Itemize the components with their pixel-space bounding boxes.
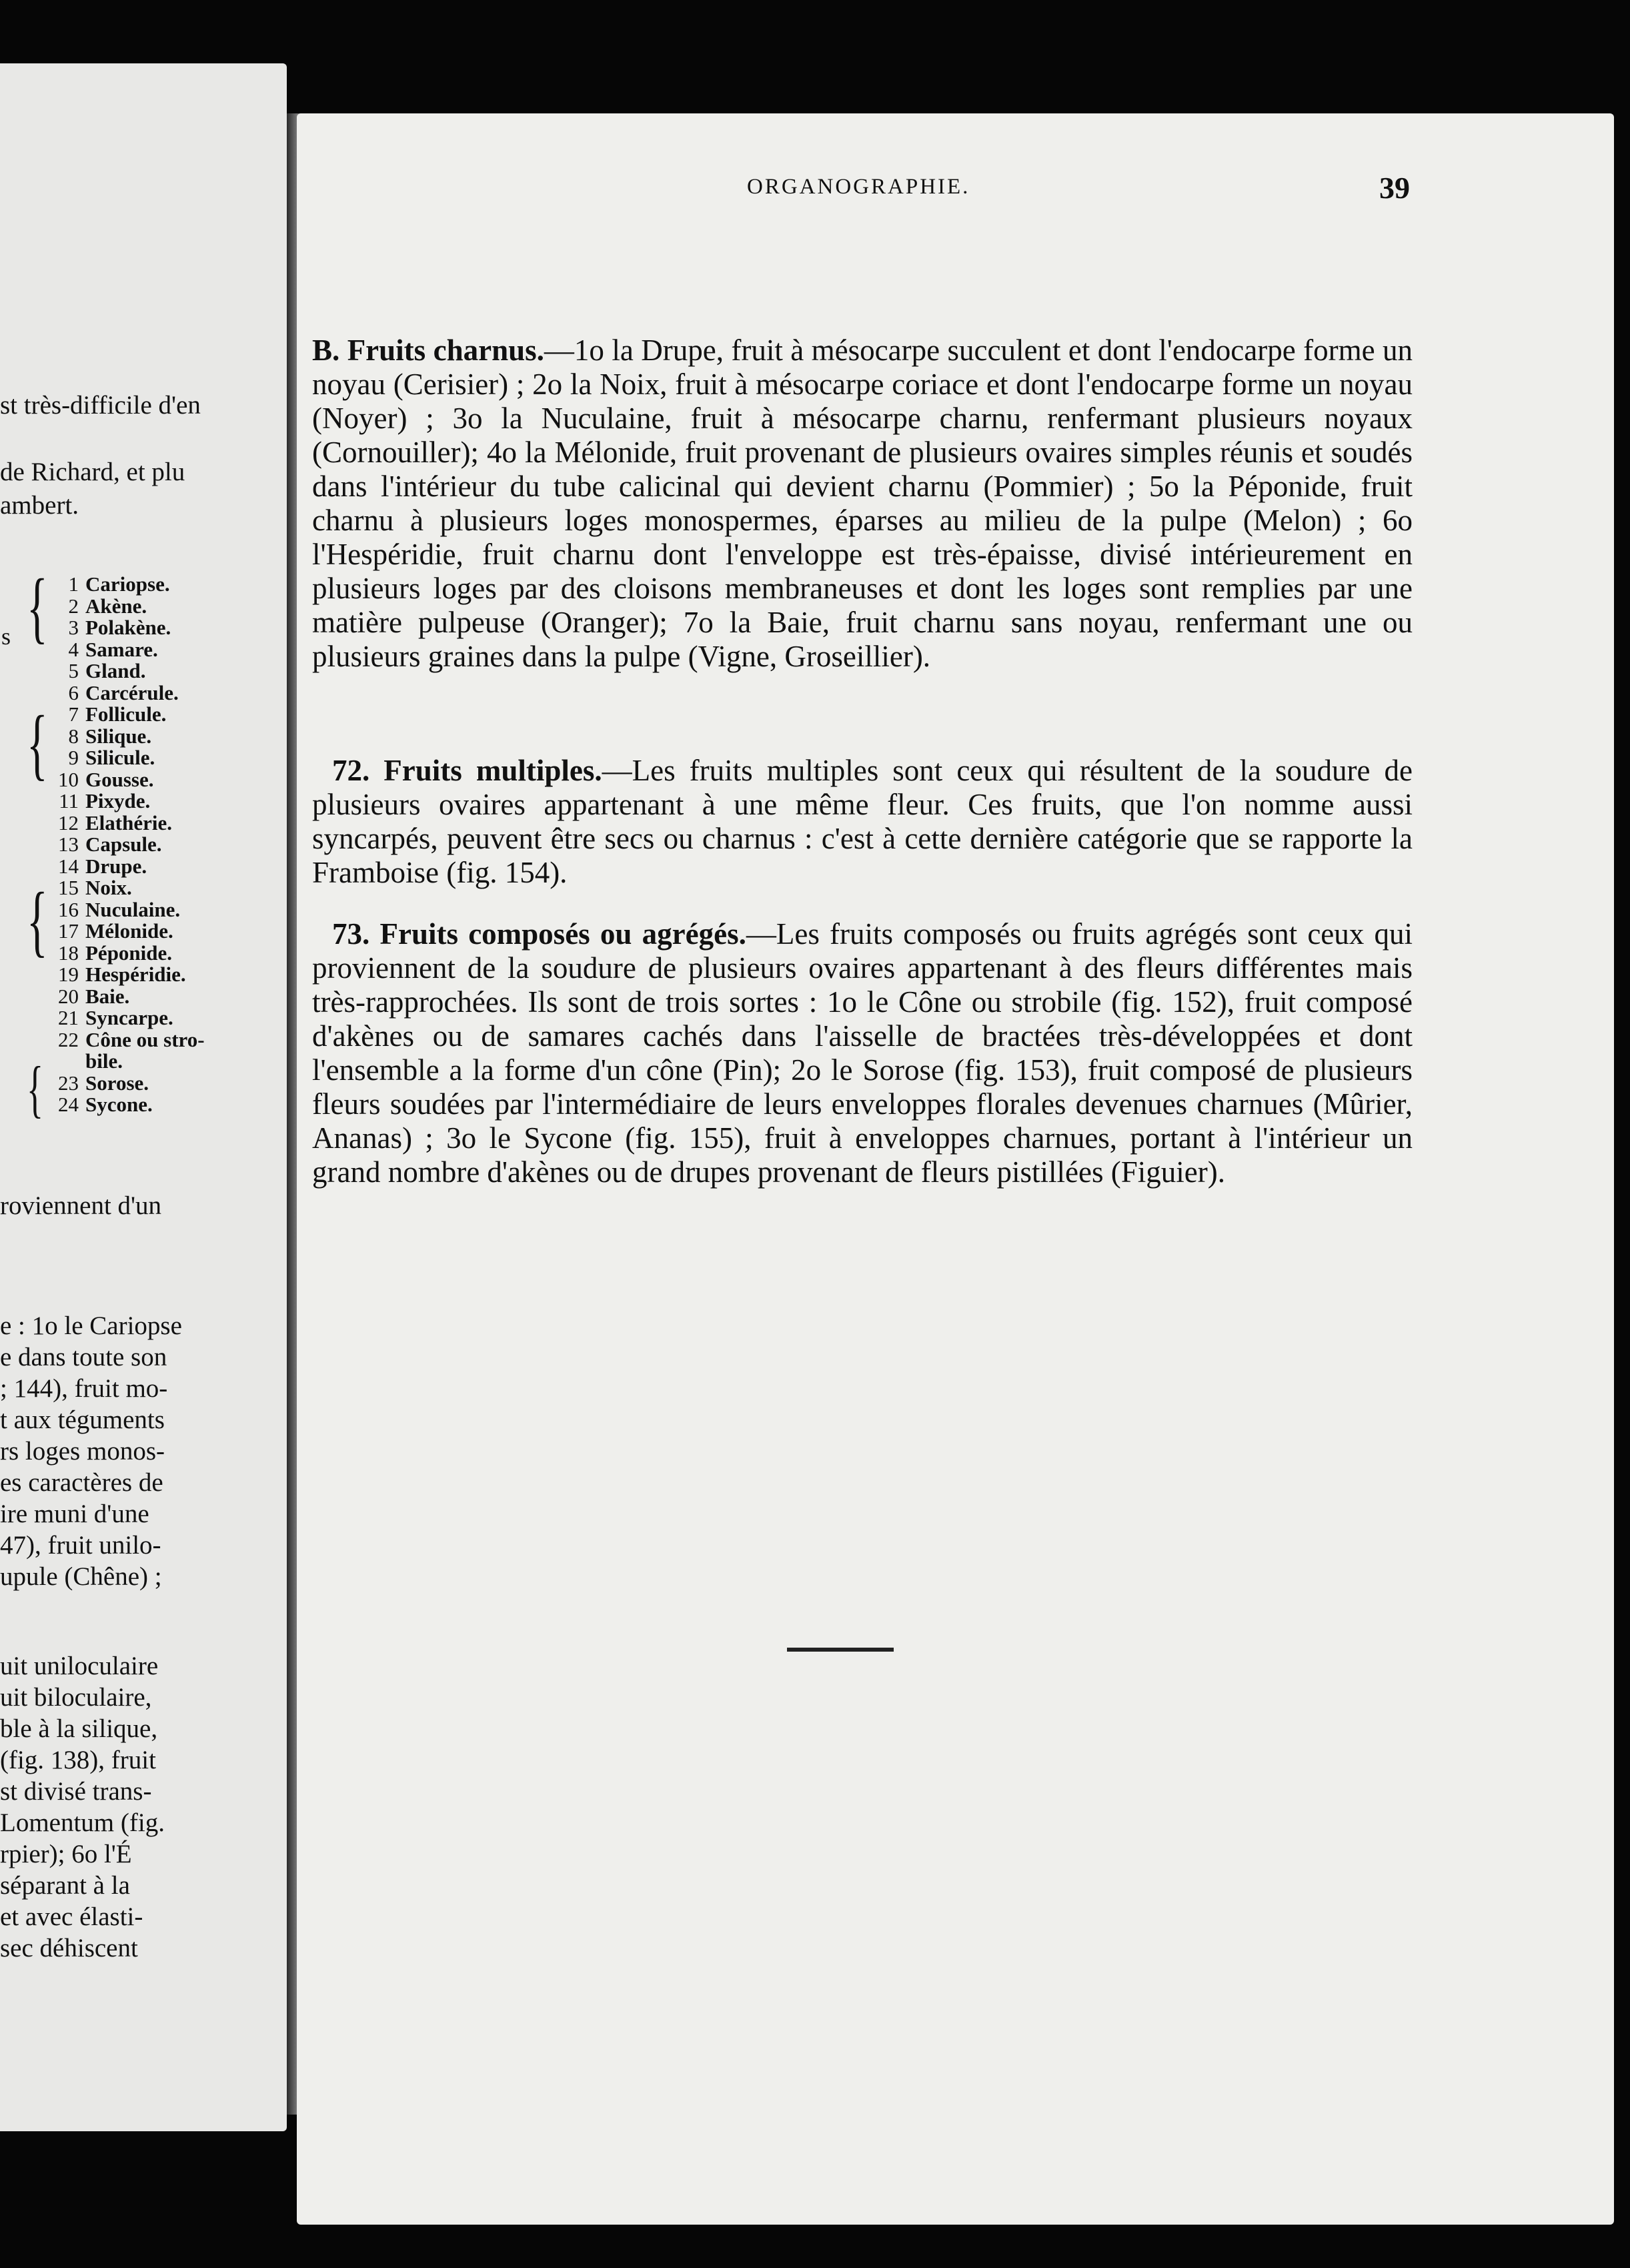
paragraph-fruits-charnus bbox=[312, 334, 1413, 674]
table-row-number: 14 bbox=[58, 854, 79, 878]
table-row-number: 3 bbox=[68, 616, 79, 639]
table-row bbox=[40, 964, 186, 985]
table-row-name: Akène. bbox=[85, 594, 147, 618]
table-row-name: Péponide. bbox=[85, 941, 173, 965]
table-row bbox=[40, 790, 150, 811]
paragraph-fruits-composes bbox=[312, 917, 1413, 1189]
table-row-name: Drupe. bbox=[85, 854, 147, 878]
page-number: 39 bbox=[1379, 171, 1410, 205]
table-row-number: 9 bbox=[68, 746, 79, 769]
left-fragment-line: ble à la silique, bbox=[0, 1714, 158, 1743]
table-row bbox=[40, 986, 129, 1007]
end-rule bbox=[787, 1648, 894, 1652]
table-row-name: Gland. bbox=[85, 659, 146, 682]
table-row-name: Follicule. bbox=[85, 702, 167, 726]
table-row-number: 24 bbox=[58, 1093, 79, 1116]
table-row-name: Baie. bbox=[85, 984, 130, 1008]
table-row-name: Elathérie. bbox=[85, 810, 172, 834]
table-row-name: Polakène. bbox=[85, 616, 171, 639]
table-row-name: Silicule. bbox=[85, 746, 155, 769]
table-row-number: 19 bbox=[58, 963, 79, 986]
table-row-number: 4 bbox=[68, 637, 79, 661]
table-row-number: 22 bbox=[58, 1027, 79, 1051]
paragraph-body: —Les fruits multiples sont ceux qui résultent de la soudure de plusieurs ovaires appartenant à une même fleur. Ces fruits, que l'on nomme aussi syncarpés, peuvent être secs ou charnus : c'est à cette dernière catégorie que se rapporte la Framboise (fig. 154). bbox=[312, 754, 1413, 889]
table-row-name: Hespéridie. bbox=[85, 963, 186, 986]
table-row bbox=[40, 877, 132, 898]
table-row-name: Samare. bbox=[85, 637, 158, 661]
left-fragment-line: et avec élasti- bbox=[0, 1902, 143, 1931]
table-row-number: 6 bbox=[68, 680, 79, 704]
table-row-number: 2 bbox=[68, 594, 79, 618]
table-row-number: 10 bbox=[58, 767, 79, 791]
table-row-name: Cariopse. bbox=[85, 572, 170, 596]
table-row-number: 15 bbox=[58, 876, 79, 899]
left-fragment-line: ambert. bbox=[0, 491, 79, 520]
paragraph-heading: 72. Fruits multiples. bbox=[332, 754, 602, 787]
table-row-name: Sycone. bbox=[85, 1093, 153, 1116]
table-row-name: Sorose. bbox=[85, 1071, 149, 1095]
table-row-number: 1 bbox=[68, 572, 79, 596]
left-fragment-line: roviennent d'un bbox=[0, 1191, 162, 1220]
table-row bbox=[40, 856, 147, 877]
left-fragment-line: es caractères de bbox=[0, 1468, 163, 1497]
left-fragment-line: e : 1o le Cariopse bbox=[0, 1311, 182, 1340]
running-head: ORGANOGRAPHIE. bbox=[747, 175, 970, 199]
left-fragment-line: de Richard, et plu bbox=[0, 458, 185, 486]
table-row bbox=[40, 1007, 173, 1028]
table-row bbox=[40, 682, 179, 703]
table-row-number: 12 bbox=[58, 810, 79, 834]
left-fragment-line: upule (Chêne) ; bbox=[0, 1562, 162, 1591]
table-side-letter: s bbox=[1, 623, 11, 650]
table-row-name: Silique. bbox=[85, 724, 152, 748]
table-row-name: Pixyde. bbox=[85, 789, 151, 812]
table-row bbox=[40, 596, 147, 616]
table-row bbox=[40, 574, 170, 594]
table-row-name: Cône ou stro- bbox=[85, 1027, 205, 1051]
table-row bbox=[40, 834, 162, 855]
table-row-number: 23 bbox=[58, 1071, 79, 1095]
left-fragment-line: sec déhiscent bbox=[0, 1934, 138, 1962]
table-row bbox=[40, 1029, 205, 1050]
table-row bbox=[40, 943, 172, 963]
left-fragment-line: st très-difficile d'en bbox=[0, 391, 201, 420]
left-fragment-line: uit uniloculaire bbox=[0, 1652, 159, 1680]
paragraph-heading: B. Fruits charnus. bbox=[312, 334, 544, 367]
left-fragment-line: uit biloculaire, bbox=[0, 1683, 152, 1712]
paragraph-body: —Les fruits composés ou fruits agrégés sont ceux qui proviennent de la soudure de plusieurs ovaires appartenant à des fleurs différentes mais très-rapprochées. Ils sont de trois sortes : 1o le Cône ou strobile (fig. 152), fruit composé d'akènes ou de samares cachés dans l'aisselle de bractées très-développées et dont l'ensemble a la forme d'un cône (Pin); 2o le Sorose (fig. 153), fruit composé de plusieurs fleurs soudées par l'intermédiaire de leurs enveloppes florales devenues charnues (Mûrier, Ananas) ; 3o le Sycone (fig. 155), fruit à enveloppes charnues, portant à l'intérieur un grand nombre d'akènes ou de drupes provenant de fleurs pistillées (Figuier). bbox=[312, 917, 1413, 1189]
table-row bbox=[40, 639, 158, 660]
left-fragment-line: st divisé trans- bbox=[0, 1777, 152, 1806]
table-row bbox=[40, 704, 166, 724]
table-row-name: Gousse. bbox=[85, 767, 154, 791]
table-row-name: bile. bbox=[85, 1049, 123, 1073]
left-fragment-line: t aux téguments bbox=[0, 1405, 165, 1434]
left-fragment-line: Lomentum (fig. bbox=[0, 1808, 165, 1837]
left-fragment-line: rs loges monos- bbox=[0, 1437, 165, 1466]
table-row bbox=[40, 1094, 153, 1115]
paragraph-body: —1o la Drupe, fruit à mésocarpe succulent et dont l'endocarpe forme un noyau (Cerisier) ; 2o la Noix, fruit à mésocarpe coriace et dont l'endocarpe forme un noyau (Noyer) ; 3o la Nuculaine, fruit à mésocarpe charnu, renfermant plusieurs noyaux (Cornouiller); 4o la Mélonide, fruit provenant de plusieurs ovaires simples réunis et soudés dans l'intérieur du tube calicinal qui devient charnu (Pommier) ; 5o la Péponide, fruit charnu à plusieurs loges monospermes, éparses au milieu de la pulpe (Melon) ; 6o l'Hespéridie, fruit charnu dont l'enveloppe est très-épaisse, divisé intérieurement en plusieurs loges par des cloisons membraneuses et dont les loges sont remplies par une matière pulpeuse (Oranger); 7o la Baie, fruit charnu sans noyau, renfermant une ou plusieurs graines dans la pulpe (Vigne, Groseillier). bbox=[312, 334, 1413, 673]
left-fragment-line: 47), fruit unilo- bbox=[0, 1531, 161, 1560]
table-row-number: 20 bbox=[58, 984, 79, 1008]
left-fragment-line: ire muni d'une bbox=[0, 1500, 149, 1528]
table-row-name: Syncarpe. bbox=[85, 1006, 173, 1029]
brace-mark: { bbox=[27, 562, 48, 651]
table-row-number: 7 bbox=[68, 702, 79, 726]
table-row-name: Capsule. bbox=[85, 832, 162, 856]
table-row bbox=[40, 1073, 149, 1093]
paragraph-heading: 73. Fruits composés ou agrégés. bbox=[332, 917, 746, 951]
left-fragment-line: séparant à la bbox=[0, 1871, 130, 1900]
table-row-number: 17 bbox=[58, 919, 79, 943]
brace-mark: { bbox=[27, 1053, 44, 1124]
brace-mark: { bbox=[27, 876, 48, 965]
left-fragment-line: (fig. 138), fruit bbox=[0, 1746, 156, 1774]
left-fragment-line: rpier); 6o l'É bbox=[0, 1840, 132, 1868]
brace-mark: { bbox=[27, 699, 48, 788]
table-row-number: 18 bbox=[58, 941, 79, 965]
paragraph-fruits-multiples bbox=[312, 754, 1413, 890]
table-row bbox=[40, 812, 172, 833]
table-row-number: 13 bbox=[58, 832, 79, 856]
table-row bbox=[40, 921, 173, 941]
table-row-name: Noix. bbox=[85, 876, 132, 899]
table-row-number: 16 bbox=[58, 897, 79, 921]
table-row-number: 8 bbox=[68, 724, 79, 748]
table-row-number: 11 bbox=[59, 789, 79, 812]
table-row-name: Mélonide. bbox=[85, 919, 173, 943]
left-page-fragment bbox=[0, 63, 287, 2131]
left-fragment-line: ; 144), fruit mo- bbox=[0, 1374, 168, 1403]
table-row bbox=[40, 660, 145, 681]
table-row bbox=[40, 1051, 123, 1071]
table-row bbox=[40, 899, 180, 920]
table-row bbox=[40, 747, 155, 768]
table-row-name: Carcérule. bbox=[85, 680, 179, 704]
table-row bbox=[40, 769, 154, 790]
table-row-number: 21 bbox=[58, 1006, 79, 1029]
table-row-number: 5 bbox=[68, 659, 79, 682]
table-row bbox=[40, 617, 171, 638]
table-row bbox=[40, 726, 151, 746]
table-row-name: Nuculaine. bbox=[85, 897, 181, 921]
left-fragment-line: e dans toute son bbox=[0, 1343, 167, 1371]
